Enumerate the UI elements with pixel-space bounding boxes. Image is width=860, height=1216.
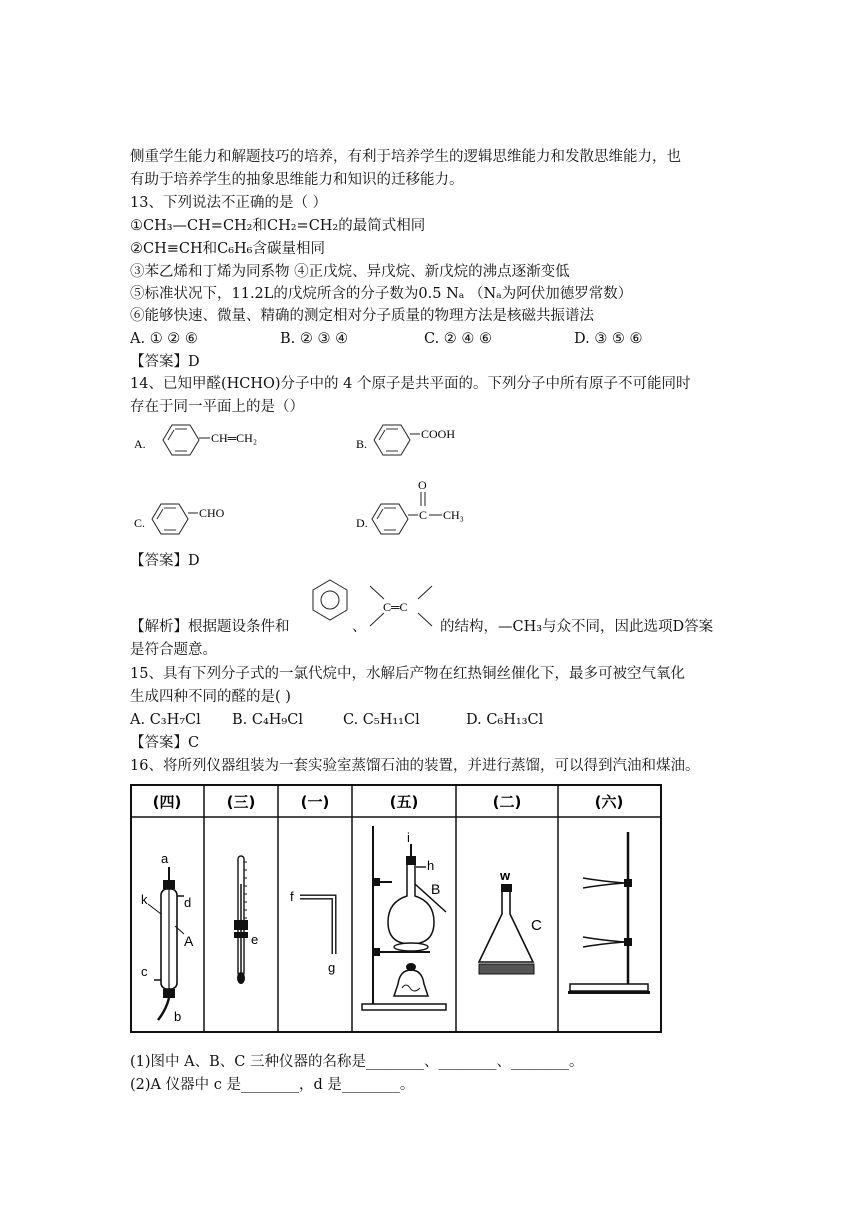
q15-answer: 【答案】C — [130, 735, 200, 751]
label-A: A — [184, 933, 194, 949]
header-1: (一) — [300, 793, 330, 811]
q15-stem-2: 生成四种不同的醛的是( ) — [130, 689, 291, 705]
label-i: i — [407, 830, 410, 845]
q16-part-1: (1)图中 A、B、C 三种仪器的名称是________、________、________。 — [130, 1054, 584, 1070]
explanation-benzene-ring — [310, 578, 350, 624]
label-w: w — [500, 868, 511, 883]
q14-stem-2: 存在于同一平面上的是（） — [130, 399, 304, 415]
q13-statement-2: ②CH≡CH和C₆H₆含碳量相同 — [130, 241, 325, 257]
q14-structure-d-oxygen: O — [418, 478, 427, 492]
q14-structure-a-group: CH═CH₂ — [211, 431, 258, 445]
q14-structure-c — [130, 495, 280, 550]
q15-option-c: C. C₅H₁₁Cl — [343, 712, 420, 728]
explanation-ethylene-structure — [366, 582, 436, 632]
q14-structure-c-group: CHO — [199, 506, 225, 520]
explanation-cc-double-bond: C═C — [383, 600, 408, 614]
header-6: (六) — [594, 793, 624, 811]
q15-option-b: B. C₄H₉Cl — [232, 712, 303, 728]
q16-stem: 16、将所列仪器组装为一套实验室蒸馏石油的装置，并进行蒸馏，可以得到汽油和煤油。 — [130, 758, 700, 774]
q14-explanation-prefix: 【解析】根据题设条件和 — [130, 619, 290, 635]
intro-line-1: 侧重学生能力和解题技巧的培养，有利于培养学生的逻辑思维能力和发散思维能力，也 — [130, 149, 681, 165]
q13-stem: 13、下列说法不正确的是（ ） — [130, 195, 328, 211]
label-c: c — [141, 964, 148, 979]
q14-explanation-line-2: 是符合题意。 — [130, 642, 217, 658]
q13-statement-1: ①CH₃—CH=CH₂和CH₂=CH₂的最简式相同 — [130, 218, 426, 234]
q14-structure-b — [352, 418, 502, 468]
q14-answer: 【答案】D — [130, 553, 200, 569]
label-a: a — [161, 851, 169, 866]
q14-structure-a-label: A. — [134, 437, 146, 451]
q14-explanation-suffix: 的结构，—CH₃与众不同，因此选项D答案 — [440, 619, 714, 635]
q16-part-2: (2)A 仪器中 c 是________，d 是________。 — [130, 1077, 415, 1093]
q13-option-c: C. ② ④ ⑥ — [424, 331, 493, 347]
q14-structure-d — [352, 476, 502, 551]
label-e: e — [251, 932, 259, 947]
q15-option-d: D. C₆H₁₃Cl — [466, 712, 544, 728]
q14-structure-d-label: D. — [356, 516, 368, 530]
q13-option-b: B. ② ③ ④ — [280, 331, 349, 347]
label-C: C — [531, 917, 542, 934]
q13-statement-6: ⑥能够快速、微量、精确的测定相对分子质量的物理方法是核磁共振谱法 — [130, 308, 594, 324]
q14-structure-c-label: C. — [134, 516, 146, 530]
label-g: g — [328, 960, 336, 975]
header-2: (二) — [492, 793, 522, 811]
header-4: (四) — [152, 793, 182, 811]
label-k: k — [141, 892, 148, 907]
q13-answer: 【答案】D — [130, 354, 200, 370]
q14-explanation-separator: 、 — [352, 619, 367, 635]
q15-option-a: A. C₃H₇Cl — [130, 712, 201, 728]
q13-option-a: A. ① ② ⑥ — [130, 331, 198, 347]
header-3: (三) — [226, 793, 256, 811]
q13-statement-3-4: ③苯乙烯和丁烯为同系物 ④正戊烷、异戊烷、新戊烷的沸点逐渐变低 — [130, 264, 570, 280]
label-h: h — [427, 858, 435, 873]
apparatus-figure — [130, 784, 662, 1034]
label-b: b — [174, 1009, 182, 1024]
q14-structure-d-methyl: CH₃ — [443, 508, 464, 522]
label-f: f — [290, 889, 294, 904]
label-B: B — [431, 881, 441, 897]
q14-structure-a — [130, 418, 290, 468]
q13-statement-5: ⑤标准状况下，11.2L的戊烷所含的分子数为0.5 Nₐ （Nₐ为阿伏加德罗常数） — [130, 286, 633, 302]
q14-structure-b-label: B. — [356, 437, 368, 451]
q14-structure-b-group: COOH — [421, 427, 456, 441]
q15-stem-1: 15、具有下列分子式的一氯代烷中，水解后产物在红热铜丝催化下，最多可被空气氧化 — [130, 666, 685, 682]
label-d: d — [184, 895, 192, 910]
intro-line-2: 有助于培养学生的抽象思维能力和知识的迁移能力。 — [130, 172, 464, 188]
q14-stem-1: 14、已知甲醛(HCHO)分子中的 4 个原子是共平面的。下列分子中所有原子不可能同时 — [130, 376, 691, 392]
header-5: (五) — [389, 793, 419, 811]
q13-option-d: D. ③ ⑤ ⑥ — [574, 331, 643, 347]
q14-structure-d-carbon: C — [419, 508, 428, 522]
